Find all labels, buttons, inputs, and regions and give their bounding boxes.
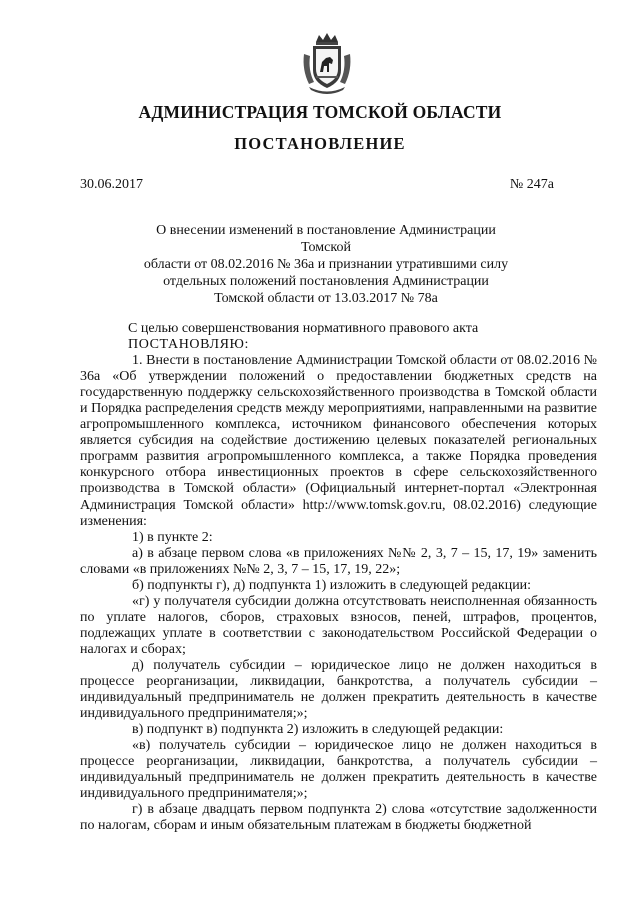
subject-line: Томской области от 13.03.2017 № 78а [214,291,438,306]
document-date: 30.06.2017 [80,177,143,192]
organization-name: АДМИНИСТРАЦИЯ ТОМСКОЙ ОБЛАСТИ [138,102,502,122]
body-paragraph: «г) у получателя субсидии должна отсутствовать неисполненная обязанность по уплате налогов, сборов, страховых взносов, пеней, штрафов, процентов, подлежащих уплате в соответствии с законодательством Российской Федерации о налогах и сборах; [80,593,597,657]
body-paragraph: в) подпункт в) подпункта 2) изложить в следующей редакции: [132,722,504,738]
body-paragraph: 1) в пункте 2: [132,529,213,545]
body-paragraph: д) получатель субсидии – юридическое лицо не должен находиться в процессе реорганизации, ликвидации, банкротства, а получатель субсидии – индивидуальный предприниматель не должен прекратить деятельность в качестве индивидуального предпринимателя;»; [80,657,597,722]
body-paragraph: г) в абзаце двадцать первом подпункта 2) слова «отсутствие задолженности по налогам, сборам и иным обязательным платежам в бюджеты бюджетной [80,802,597,834]
document-body [80,321,597,835]
body-paragraph: «в) получатель субсидии – юридическое лицо не должен находиться в процессе реорганизации, ликвидации, банкротства, а получатель субсидии – индивидуальный предприниматель не должен прекратить деятельность в качестве индивидуального предпринимателя;»; [80,738,597,802]
body-paragraph: 1. Внести в постановление Администрации Томской области от 08.02.2016 № 36а «Об утверждении положений о предоставлении бюджетных средств на государственную поддержку сельскохозяйственного производства в Томской области и Порядка распределения средств между мероприятиями, направленными на развитие агропромышленного комплекса, источником финансового обеспечения которых является субсидия на содействие достижению целевых показателей региональных программ развития агропромышленного комплекса, а также Порядка проведения конкурсного отбора инвестиционных проектов в сфере сельскохозяйственного производства в Томской области» (Официальный интернет-портал «Электронная Администрация Томской области» http://www.tomsk.gov.ru, 08.02.2016) следующие изменения: [80,353,597,529]
subject-line: отдельных положений постановления Администрации [163,274,489,289]
document-type: ПОСТАНОВЛЕНИЕ [234,134,406,153]
subject-line: области от 08.02.2016 № 36а и признании утратившими силу [143,257,509,272]
subject-line: О внесении изменений в постановление Администрации Томской [156,223,496,255]
document-subject [140,222,512,307]
document-number: № 247а [509,177,554,192]
coat-of-arms-icon [301,32,353,96]
body-paragraph: а) в абзаце первом слова «в приложениях №№ 2, 3, 7 – 15, 17, 19» заменить словами «в приложениях №№ 2, 3, 7 – 15, 17, 19, 22»; [80,545,597,577]
purpose-line: С целью совершенствования нормативного правового акта [128,321,479,336]
body-paragraph: б) подпункты г), д) подпункта 1) изложить в следующей редакции: [132,577,532,593]
decree-heading: ПОСТАНОВЛЯЮ: [128,337,250,353]
